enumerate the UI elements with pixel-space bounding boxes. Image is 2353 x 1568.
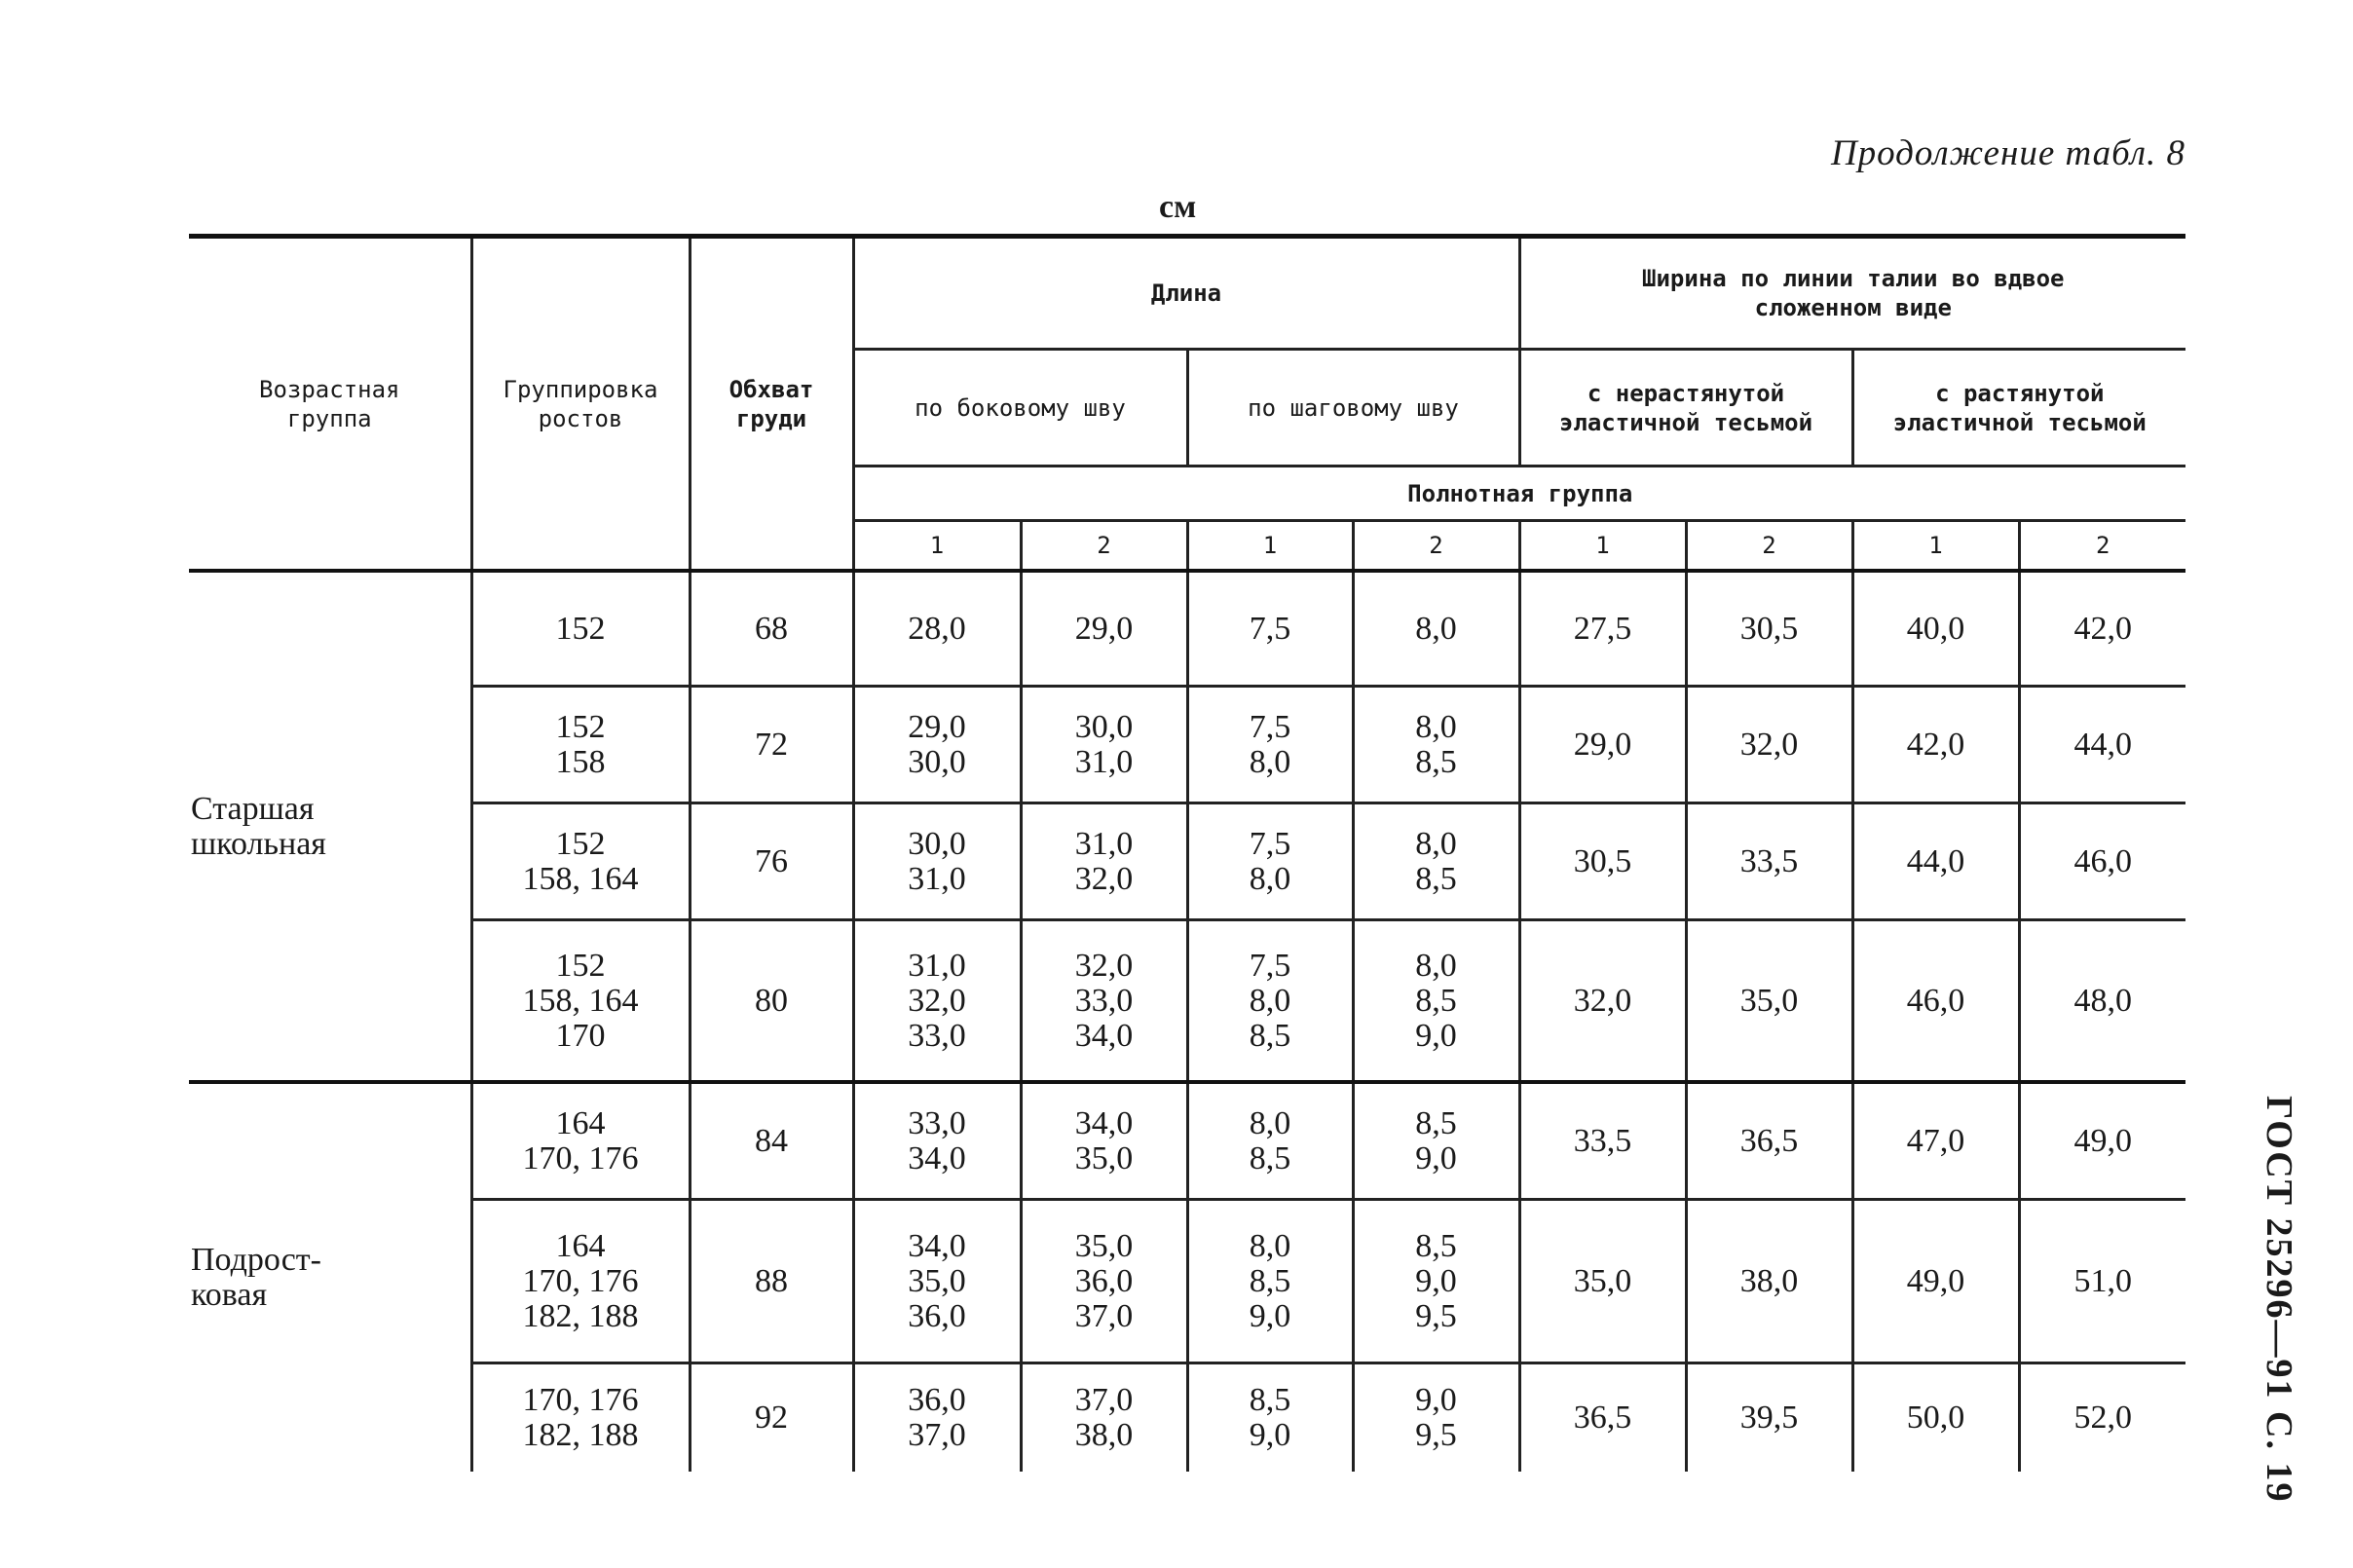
cell-unstretched-2: 32,0 — [1686, 687, 1852, 803]
cell-step-seam-1: 8,0 8,5 — [1187, 1082, 1353, 1200]
cell-unstretched-1: 32,0 — [1519, 920, 1686, 1083]
header-group-2: 2 — [1021, 521, 1187, 572]
header-group-1: 1 — [1187, 521, 1353, 572]
cell-step-seam-2: 8,0 — [1353, 571, 1519, 687]
cell-stretched-2: 49,0 — [2019, 1082, 2185, 1200]
header-height-grouping: Группировка ростов — [471, 237, 690, 572]
header-fullness-group: Полнотная группа — [853, 467, 2185, 521]
cell-chest: 88 — [690, 1200, 853, 1363]
header-waist-width: Ширина по линии талии во вдвое сложенном виде — [1519, 237, 2185, 350]
cell-stretched-2: 51,0 — [2019, 1200, 2185, 1363]
header-age-group: Возрастная группа — [189, 237, 471, 572]
cell-chest: 76 — [690, 803, 853, 920]
cell-unstretched-1: 35,0 — [1519, 1200, 1686, 1363]
cell-side-seam-2: 30,0 31,0 — [1021, 687, 1187, 803]
table-row — [189, 1200, 2185, 1363]
cell-stretched-2: 48,0 — [2019, 920, 2185, 1083]
cell-side-seam-1: 29,0 30,0 — [853, 687, 1021, 803]
cell-unstretched-1: 30,5 — [1519, 803, 1686, 920]
table-caption: Продолжение табл. 8 — [1830, 133, 2185, 173]
cell-stretched-2: 42,0 — [2019, 571, 2185, 687]
cell-side-seam-2: 31,0 32,0 — [1021, 803, 1187, 920]
cell-step-seam-1: 7,5 8,0 — [1187, 687, 1353, 803]
header-group-1: 1 — [1852, 521, 2019, 572]
table-row — [189, 1082, 2185, 1200]
cell-side-seam-2: 37,0 38,0 — [1021, 1363, 1187, 1473]
table-row — [189, 803, 2185, 920]
age-group-teen: Подрост- ковая — [191, 1242, 321, 1313]
cell-stretched-1: 49,0 — [1852, 1200, 2019, 1363]
cell-unstretched-2: 39,5 — [1686, 1363, 1852, 1473]
cell-stretched-1: 46,0 — [1852, 920, 2019, 1083]
cell-heights: 164 170, 176 — [471, 1082, 690, 1200]
cell-step-seam-2: 9,0 9,5 — [1353, 1363, 1519, 1473]
cell-stretched-1: 44,0 — [1852, 803, 2019, 920]
header-side-seam: по боковому шву — [853, 350, 1187, 467]
cell-step-seam-1: 8,0 8,5 9,0 — [1187, 1200, 1353, 1363]
cell-side-seam-1: 36,0 37,0 — [853, 1363, 1021, 1473]
cell-side-seam-1: 34,0 35,0 36,0 — [853, 1200, 1021, 1363]
cell-unstretched-2: 30,5 — [1686, 571, 1852, 687]
header-step-seam: по шаговому шву — [1187, 350, 1519, 467]
header-stretched-tape: с растянутой эластичной тесьмой — [1852, 350, 2185, 467]
table-row — [189, 920, 2185, 1083]
cell-stretched-2: 52,0 — [2019, 1363, 2185, 1473]
cell-side-seam-1: 31,0 32,0 33,0 — [853, 920, 1021, 1083]
header-group-1: 1 — [1519, 521, 1686, 572]
cell-chest: 72 — [690, 687, 853, 803]
table-row — [189, 687, 2185, 803]
header-group-2: 2 — [1353, 521, 1519, 572]
header-chest-girth: Обхват груди — [690, 237, 853, 572]
cell-heights: 152 — [471, 571, 690, 687]
table-row — [189, 1363, 2185, 1473]
cell-heights: 152 158, 164 — [471, 803, 690, 920]
size-table — [189, 234, 2185, 1472]
page-side-label: ГОСТ 25296—91 С. 19 — [2259, 1096, 2299, 1504]
cell-unstretched-2: 38,0 — [1686, 1200, 1852, 1363]
cell-side-seam-1: 33,0 34,0 — [853, 1082, 1021, 1200]
cell-step-seam-2: 8,0 8,5 — [1353, 687, 1519, 803]
cell-side-seam-2: 29,0 — [1021, 571, 1187, 687]
header-group-2: 2 — [2019, 521, 2185, 572]
header-length: Длина — [853, 237, 1519, 350]
cell-step-seam-2: 8,0 8,5 — [1353, 803, 1519, 920]
cell-stretched-2: 44,0 — [2019, 687, 2185, 803]
cell-side-seam-1: 28,0 — [853, 571, 1021, 687]
cell-heights: 170, 176 182, 188 — [471, 1363, 690, 1473]
cell-side-seam-1: 30,0 31,0 — [853, 803, 1021, 920]
cell-step-seam-1: 7,5 — [1187, 571, 1353, 687]
header-group-2: 2 — [1686, 521, 1852, 572]
cell-unstretched-1: 33,5 — [1519, 1082, 1686, 1200]
cell-step-seam-2: 8,0 8,5 9,0 — [1353, 920, 1519, 1083]
cell-unstretched-1: 29,0 — [1519, 687, 1686, 803]
cell-chest: 84 — [690, 1082, 853, 1200]
cell-side-seam-2: 34,0 35,0 — [1021, 1082, 1187, 1200]
cell-side-seam-2: 35,0 36,0 37,0 — [1021, 1200, 1187, 1363]
cell-chest: 68 — [690, 571, 853, 687]
cell-step-seam-1: 7,5 8,0 — [1187, 803, 1353, 920]
table-row — [189, 571, 2185, 687]
cell-step-seam-2: 8,5 9,0 — [1353, 1082, 1519, 1200]
cell-chest: 80 — [690, 920, 853, 1083]
cell-stretched-1: 40,0 — [1852, 571, 2019, 687]
cell-stretched-1: 42,0 — [1852, 687, 2019, 803]
cell-unstretched-2: 33,5 — [1686, 803, 1852, 920]
cell-step-seam-2: 8,5 9,0 9,5 — [1353, 1200, 1519, 1363]
cell-stretched-1: 50,0 — [1852, 1363, 2019, 1473]
cell-side-seam-2: 32,0 33,0 34,0 — [1021, 920, 1187, 1083]
cell-heights: 152 158, 164 170 — [471, 920, 690, 1083]
unit-label: см — [1159, 189, 1197, 225]
cell-step-seam-1: 8,5 9,0 — [1187, 1363, 1353, 1473]
cell-chest: 92 — [690, 1363, 853, 1473]
cell-heights: 152 158 — [471, 687, 690, 803]
cell-step-seam-1: 7,5 8,0 8,5 — [1187, 920, 1353, 1083]
header-group-1: 1 — [853, 521, 1021, 572]
cell-stretched-2: 46,0 — [2019, 803, 2185, 920]
cell-unstretched-1: 27,5 — [1519, 571, 1686, 687]
cell-unstretched-1: 36,5 — [1519, 1363, 1686, 1473]
cell-heights: 164 170, 176 182, 188 — [471, 1200, 690, 1363]
age-group-senior: Старшая школьная — [189, 571, 471, 1082]
cell-unstretched-2: 35,0 — [1686, 920, 1852, 1083]
cell-stretched-1: 47,0 — [1852, 1082, 2019, 1200]
header-unstretched-tape: с нерастянутой эластичной тесьмой — [1519, 350, 1852, 467]
cell-unstretched-2: 36,5 — [1686, 1082, 1852, 1200]
